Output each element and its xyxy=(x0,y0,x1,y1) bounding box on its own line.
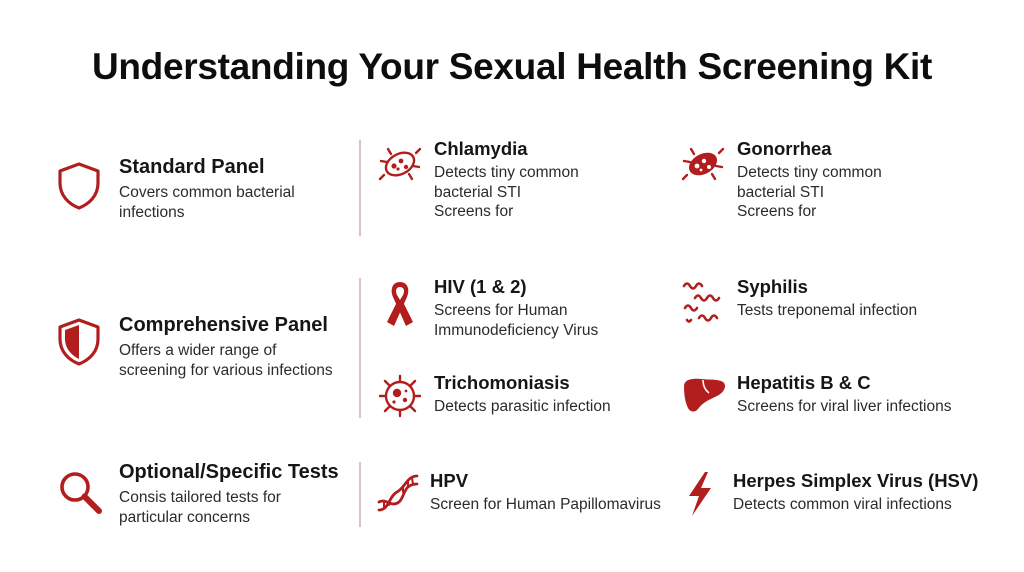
divider xyxy=(359,140,361,236)
test-description-line: Tests treponemal infection xyxy=(737,302,918,319)
panel-description-line: infections xyxy=(119,204,185,221)
panel-description xyxy=(119,488,359,528)
test-description-line: Detects common viral infections xyxy=(733,496,952,513)
bacterium-filled-icon xyxy=(681,142,725,186)
test-description xyxy=(434,397,684,417)
test-name: Chlamydia xyxy=(434,138,528,159)
lightning-icon xyxy=(681,470,725,514)
test-description-line: bacterial STI xyxy=(434,183,522,201)
ribbon-icon xyxy=(378,278,422,322)
test-name: Trichomoniasis xyxy=(434,372,570,393)
test-description-line: Screens for viral liver infections xyxy=(737,398,952,415)
test-name: Gonorrhea xyxy=(737,138,832,159)
test-description xyxy=(434,301,684,340)
test-name: Hepatitis B & C xyxy=(737,372,871,393)
test-description-line: Screens for Human xyxy=(434,302,568,319)
shield-half-filled-icon xyxy=(56,317,102,363)
test-description-line: Screens for xyxy=(737,203,817,220)
panel-description-line: particular concerns xyxy=(119,509,250,526)
test-name: HIV (1 & 2) xyxy=(434,276,527,297)
test-description xyxy=(430,495,680,515)
dna-icon xyxy=(375,470,419,514)
liver-icon xyxy=(681,376,725,420)
panel-description-line: screening for various infections xyxy=(119,362,333,379)
panel-heading: Standard Panel xyxy=(119,156,265,178)
magnifier-icon xyxy=(56,468,102,514)
bacterium-outline-icon xyxy=(378,142,422,186)
panel-description xyxy=(119,341,359,381)
panel-heading: Optional/Specific Tests xyxy=(119,461,339,483)
test-description-line: Immunodeficiency Virus xyxy=(434,321,599,339)
test-description-line: Screen for Human Papillomavirus xyxy=(430,496,661,513)
divider xyxy=(359,462,361,527)
test-description-line: Detects tiny common xyxy=(434,164,579,181)
parasite-cell-icon xyxy=(378,374,422,418)
page-title: Understanding Your Sexual Health Screening Kit xyxy=(91,46,933,87)
panel-description-line: Offers a wider range of xyxy=(119,342,277,359)
test-name: HPV xyxy=(430,470,469,491)
test-description xyxy=(737,397,987,417)
test-description-line: Detects tiny common xyxy=(737,164,882,181)
test-description xyxy=(737,301,987,321)
test-description xyxy=(434,163,684,222)
divider xyxy=(359,278,361,418)
test-description xyxy=(733,495,983,515)
test-name: Syphilis xyxy=(737,276,808,297)
panel-heading: Comprehensive Panel xyxy=(119,314,328,336)
test-name: Herpes Simplex Virus (HSV) xyxy=(733,470,979,491)
spirochete-icon xyxy=(681,278,725,322)
panel-description xyxy=(119,183,359,223)
test-description-line: bacterial STI xyxy=(737,183,825,201)
panel-description-line: Covers common bacterial xyxy=(119,184,295,201)
panel-description-line: Consis tailored tests for xyxy=(119,489,281,506)
test-description-line: Screens for xyxy=(434,203,514,220)
test-description xyxy=(737,163,987,222)
test-description-line: Detects parasitic infection xyxy=(434,398,611,415)
shield-outline-icon xyxy=(56,161,102,207)
